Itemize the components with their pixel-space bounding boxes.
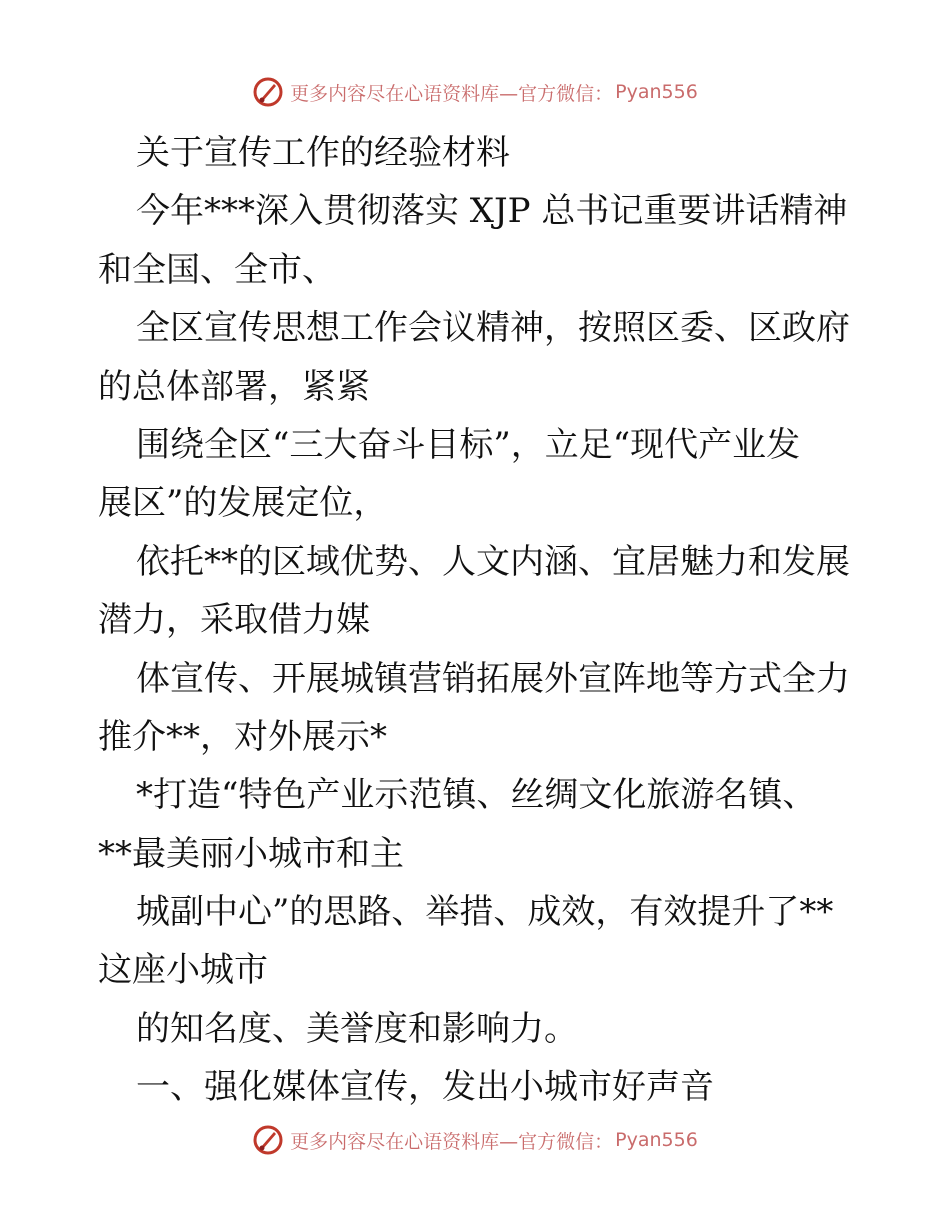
text-line: *打造“特色产业示范镇、丝绸文化旅游名镇、 — [136, 775, 817, 816]
header-watermark — [0, 72, 950, 112]
document-title: 关于宣传工作的经验材料 — [136, 133, 510, 173]
text-line: 和全国、全市、 — [98, 249, 336, 290]
text-line: 围绕全区“三大奋斗目标”，立足“现代产业发 — [136, 424, 801, 465]
text-line: 潜力，采取借力媒 — [98, 600, 370, 641]
text-line: 体宣传、开展城镇营销拓展外宣阵地等方式全力 — [136, 658, 850, 699]
red-quill-logo-icon — [252, 76, 284, 108]
text-line: 展区”的发展定位， — [98, 483, 388, 524]
red-quill-logo-icon — [252, 1124, 284, 1156]
text-line: 一、强化媒体宣传，发出小城市好声音 — [136, 1067, 714, 1108]
text-line: 推介**，对外展示* — [98, 716, 387, 757]
text-line: 城副中心”的思路、举措、成效，有效提升了** — [136, 892, 834, 933]
watermark-text: 更多内容尽在心语资料库—官方微信： — [290, 1130, 614, 1153]
text-line: 依托**的区域优势、人文内涵、宜居魅力和发展 — [136, 541, 850, 582]
watermark-text: 更多内容尽在心语资料库—官方微信： — [290, 82, 614, 105]
document-body — [98, 124, 858, 1117]
text-line: 的总体部署，紧紧 — [98, 366, 370, 407]
footer-watermark — [0, 1120, 950, 1160]
text-line: 的知名度、美誉度和影响力。 — [136, 1008, 578, 1049]
text-line: **最美丽小城市和主 — [98, 833, 404, 874]
watermark-account: Pyan556 — [615, 81, 698, 103]
text-line: 今年***深入贯彻落实 XJP 总书记重要讲话精神 — [136, 191, 848, 232]
text-line: 全区宣传思想工作会议精神，按照区委、区政府 — [136, 308, 850, 349]
text-line: 这座小城市 — [98, 950, 268, 991]
watermark-account: Pyan556 — [615, 1129, 698, 1151]
